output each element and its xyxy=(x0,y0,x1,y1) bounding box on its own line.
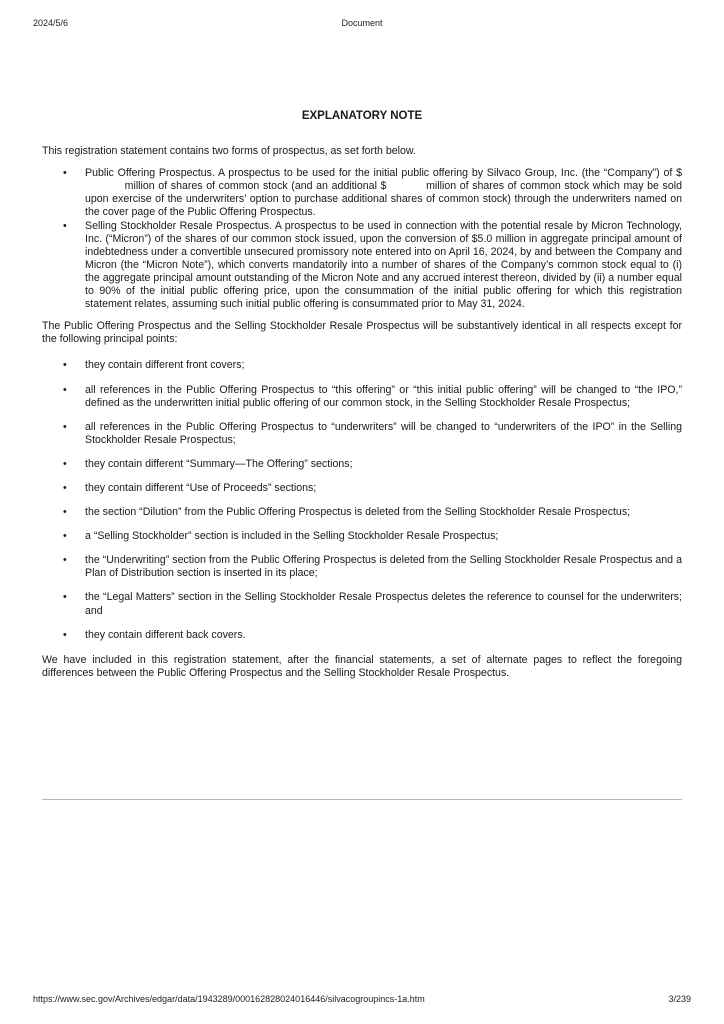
list-item-text: they contain different back covers. xyxy=(85,628,246,641)
bullet-icon: • xyxy=(63,530,67,543)
list-item xyxy=(42,554,682,580)
list-item xyxy=(42,421,682,447)
differences-list xyxy=(42,359,682,641)
bullet-icon: • xyxy=(63,481,67,494)
list-item xyxy=(42,506,682,519)
intro-paragraph: This registration statement contains two forms of prospectus, as set forth below. xyxy=(42,145,416,158)
list-item-text: the “Underwriting” section from the Public Offering Prospectus is deleted from the Selling Stockholder Resale Prospectus and a Plan of Distribution section is inserted in its place; xyxy=(85,554,682,580)
header-title: Document xyxy=(341,18,383,28)
comparison-intro: The Public Offering Prospectus and the Selling Stockholder Resale Prospectus will be substantively identical in all respects except for the following principal points: xyxy=(42,320,682,346)
document-body xyxy=(42,110,682,680)
bullet-icon: • xyxy=(63,628,67,641)
list-item-text: all references in the Public Offering Prospectus to “underwriters” will be changed to “underwriters of the IPO” in the Selling Stockholder Resale Prospectus; xyxy=(85,420,682,446)
list-item-text: they contain different “Summary—The Offering” sections; xyxy=(85,457,353,470)
prospectus-item-resale xyxy=(42,220,682,312)
bullet-icon: • xyxy=(63,457,67,470)
bullet-icon: • xyxy=(63,420,67,433)
list-item xyxy=(42,482,682,495)
list-item-text: the “Legal Matters” section in the Selling Stockholder Resale Prospectus deletes the reference to counsel for the underwriters; and xyxy=(85,591,682,617)
prospectus-item-public xyxy=(42,167,682,219)
closing-paragraph: We have included in this registration statement, after the financial statements, a set of alternate pages to reflect the foregoing differences between the Public Offering Prospectus and the Selling Stockholder Resale Prospectus. xyxy=(42,653,682,679)
section-title: EXPLANATORY NOTE xyxy=(301,110,423,122)
bullet-icon: • xyxy=(63,591,67,604)
bullet-icon: • xyxy=(63,167,67,180)
prospectus-list xyxy=(42,167,682,311)
list-item xyxy=(42,629,682,642)
resale-text: Selling Stockholder Resale Prospectus. A prospectus to be used in connection with the potential resale by Micron Technology, Inc. (“Micron”) of the shares of our common stock issued, upon the conversion of $5.0 million in aggregate principal amount of indebtedness under a convertible unsecured promissory note entered into on April 16, 2024, by and between the Company and Micron (the “Micron Note”), which converts mandatorily into a number of shares of the Company’s common stock equal to (i) the aggregate principal amount outstanding of the Micron Note and any accrued interest thereon, divided by (ii) a number equal to 90% of the initial public offering price, upon the consummation of the initial public offering for which this registration statement relates, assuming such initial public offering is consummated prior to May 31, 2024. xyxy=(85,219,682,311)
bullet-icon: • xyxy=(63,554,67,567)
list-item-text: all references in the Public Offering Prospectus to “this offering” or “this initial public offering” will be changed to “the IPO,” defined as the underwritten initial public offering of our common stock, in the Selling Stockholder Resale Prospectus; xyxy=(85,383,682,409)
list-item-text: a “Selling Stockholder” section is included in the Selling Stockholder Resale Prospectus; xyxy=(85,530,499,543)
list-item xyxy=(42,458,682,471)
bullet-icon: • xyxy=(63,219,67,232)
page-number: 3/239 xyxy=(668,994,691,1004)
bullet-icon: • xyxy=(63,383,67,396)
header-date: 2024/5/6 xyxy=(33,18,69,28)
public-text-part1: Public Offering Prospectus. A prospectus to be used for the initial public offering by Silvaco Group, Inc. (the “Company”) of $ xyxy=(85,167,682,180)
list-item xyxy=(42,591,682,617)
public-text-part2: million of shares of common stock (and an additional $ xyxy=(121,180,387,193)
list-item-text: the section “Dilution” from the Public Offering Prospectus is deleted from the Selling Stockholder Resale Prospectus; xyxy=(85,506,631,519)
list-item-text: they contain different front covers; xyxy=(85,359,245,372)
bullet-icon: • xyxy=(63,359,67,372)
list-item xyxy=(42,530,682,543)
list-item xyxy=(42,384,682,410)
bullet-icon: • xyxy=(63,506,67,519)
public-text-part3: million of shares of common stock which may be sold upon exercise of the underwriters’ option to purchase additional shares of common stock) through the underwriters named on the cover page of the Public Offering Prospectus. xyxy=(85,180,682,219)
list-item xyxy=(42,359,682,372)
list-item-text: they contain different “Use of Proceeds” sections; xyxy=(85,481,317,494)
footer-url[interactable]: https://www.sec.gov/Archives/edgar/data/1943289/000162828024016446/silvacogroupincs-1a.htm xyxy=(33,994,425,1004)
page-divider xyxy=(42,799,682,800)
